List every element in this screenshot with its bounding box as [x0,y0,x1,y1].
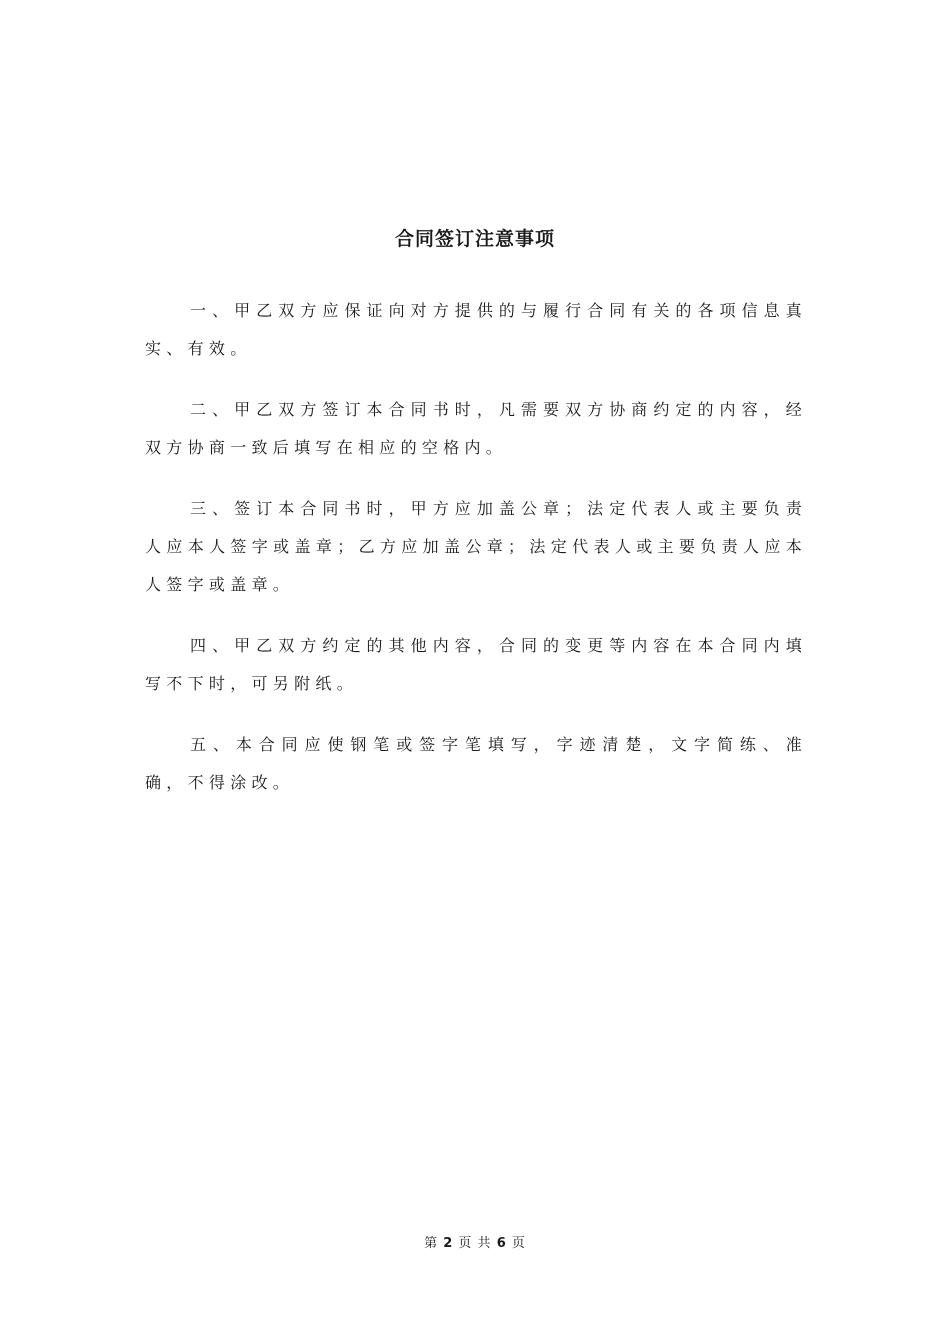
footer-middle: 页 共 [458,1236,492,1251]
paragraph-2: 二、甲乙双方签订本合同书时，凡需要双方协商约定的内容，经双方协商一致后填写在相应的空格内。 [145,400,807,457]
document-body [145,292,807,825]
paragraph-1: 一、甲乙双方应保证向对方提供的与履行合同有关的各项信息真实、有效。 [145,301,807,358]
page-footer [0,1236,950,1252]
document-title: 合同签订注意事项 [394,228,555,250]
paragraph-5: 五、本合同应使钢笔或签字笔填写，字迹清楚，文字简练、准确，不得涂改。 [145,735,807,792]
total-pages-number: 6 [496,1236,507,1251]
paragraph-3: 三、签订本合同书时，甲方应加盖公章；法定代表人或主要负责人应本人签字或盖章；乙方应加盖公章；法定代表人或主要负责人应本人签字或盖章。 [145,499,807,594]
paragraph-4: 四、甲乙双方约定的其他内容，合同的变更等内容在本合同内填写不下时，可另附纸。 [145,636,807,693]
footer-prefix: 第 [424,1236,439,1251]
footer-suffix: 页 [511,1236,526,1251]
current-page-number: 2 [443,1236,454,1251]
